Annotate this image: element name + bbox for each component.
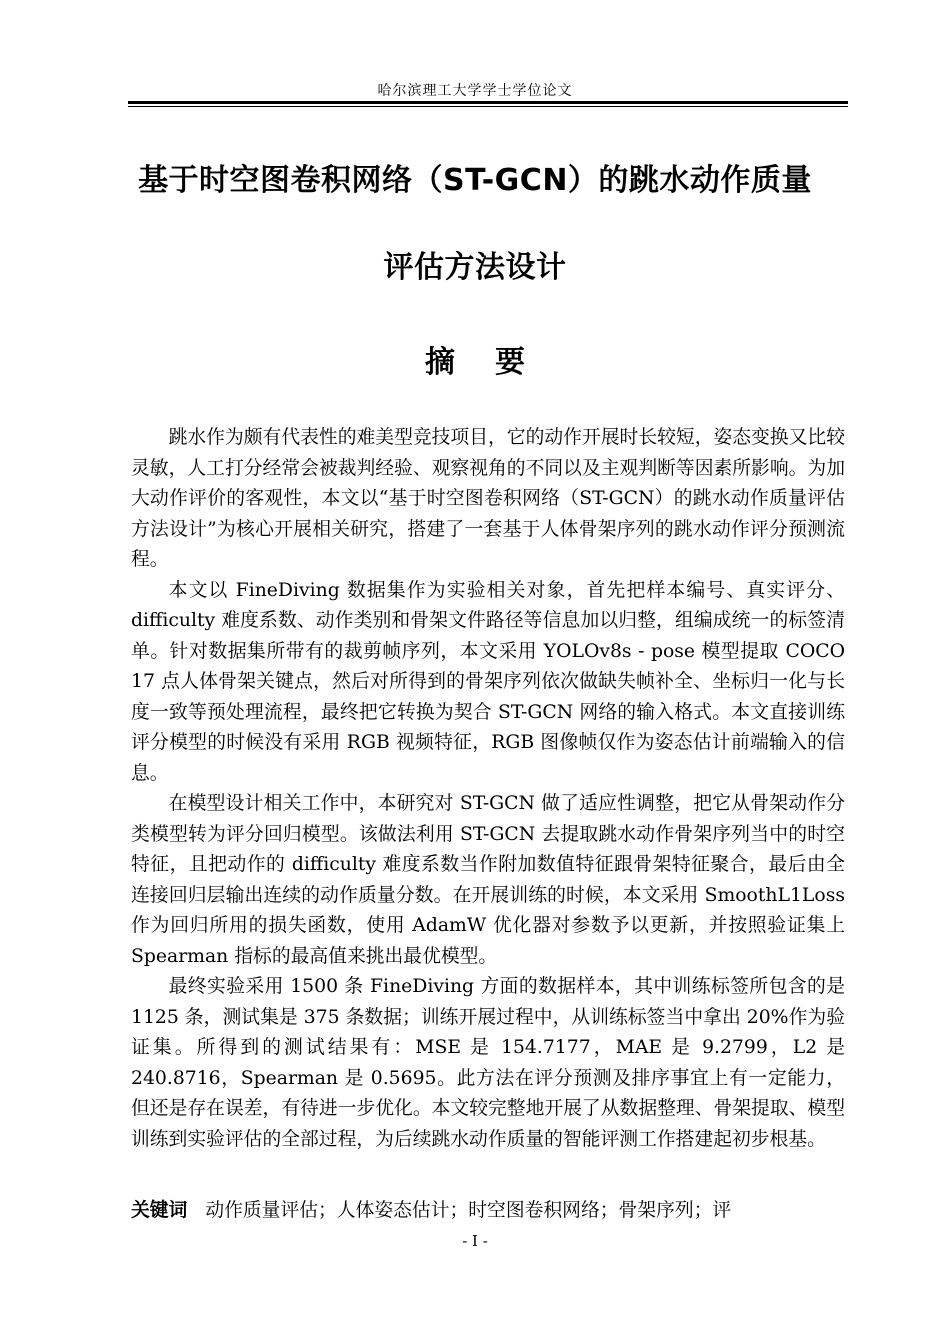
running-header: 哈尔滨理工大学学士学位论文 — [377, 83, 573, 99]
abstract-paragraph-3: 在模型设计相关工作中，本研究对 ST-GCN 做了适应性调整，把它从骨架动作分类模型转为评分回归模型。该做法利用 ST-GCN 去提取跳水动作骨架序列当中的时空特征，且把动作的 difficulty 难度系数当作附加数值特征跟骨架特征聚合，最后由全连接回归层输出连续的动作质量分数。在开展训练的时候，本文采用 SmoothL1Loss 作为回归所用的损失函数，使用 AdamW 优化器对参数予以更新，并按照验证集上 Spearman 指标的最高值来挑出最优模型。 — [131, 793, 845, 967]
abstract-paragraph-2: 本文以 FineDiving 数据集作为实验相关对象，首先把样本编号、真实评分、difficulty 难度系数、动作类别和骨架文件路径等信息加以归整，组编成统一的标签清单。针对数据集所带有的裁剪帧序列，本文采用 YOLOv8s - pose 模型提取 COCO 17 点人体骨架关键点，然后对所得到的骨架序列依次做缺失帧补全、坐标归一化与长度一致等预处理流程，最终把它转换为契合 ST-GCN 网络的输入格式。本文直接训练评分模型的时候没有采用 RGB 视频特征，RGB 图像帧仅作为姿态估计前端输入的信息。 — [131, 579, 845, 784]
page-number: - I - — [462, 1232, 488, 1250]
abstract-body — [131, 423, 845, 1155]
thesis-title-line-1: 基于时空图卷积网络（ST-GCN）的跳水动作质量 — [138, 163, 812, 198]
thesis-title-line-2: 评估方法设计 — [383, 250, 567, 285]
keywords-text: 动作质量评估；人体姿态估计；时空图卷积网络；骨架序列；评 — [205, 1200, 732, 1221]
header-rule-thick — [128, 101, 848, 104]
header-rule-thin — [128, 106, 848, 107]
abstract-paragraph-4: 最终实验采用 1500 条 FineDiving 方面的数据样本，其中训练标签所包含的是 1125 条，测试集是 375 条数据；训练开展过程中，从训练标签当中拿出 20%作为验证集。所得到的测试结果有：MSE 是 154.7177，MAE 是 9.2799，L2 是 240.8716，Spearman 是 0.5695。此方法在评分预测及排序事宜上有一定能力，但还是存在误差，有待进一步优化。本文较完整地开展了从数据整理、骨架提取、模型训练到实验评估的全部过程，为后续跳水动作质量的智能评测工作搭建起初步根基。 — [131, 976, 845, 1150]
keywords-label: 关键词 — [131, 1200, 188, 1221]
abstract-heading: 摘要 — [425, 345, 565, 380]
abstract-paragraph-1: 跳水作为颇有代表性的难美型竞技项目，它的动作开展时长较短，姿态变换又比较灵敏，人工打分经常会被裁判经验、观察视角的不同以及主观判断等因素所影响。为加大动作评价的客观性，本文以“基于时空图卷积网络（ST-GCN）的跳水动作质量评估方法设计”为核心开展相关研究，搭建了一套基于人体骨架序列的跳水动作评分预测流程。 — [131, 427, 845, 570]
keywords-line — [131, 1196, 845, 1226]
